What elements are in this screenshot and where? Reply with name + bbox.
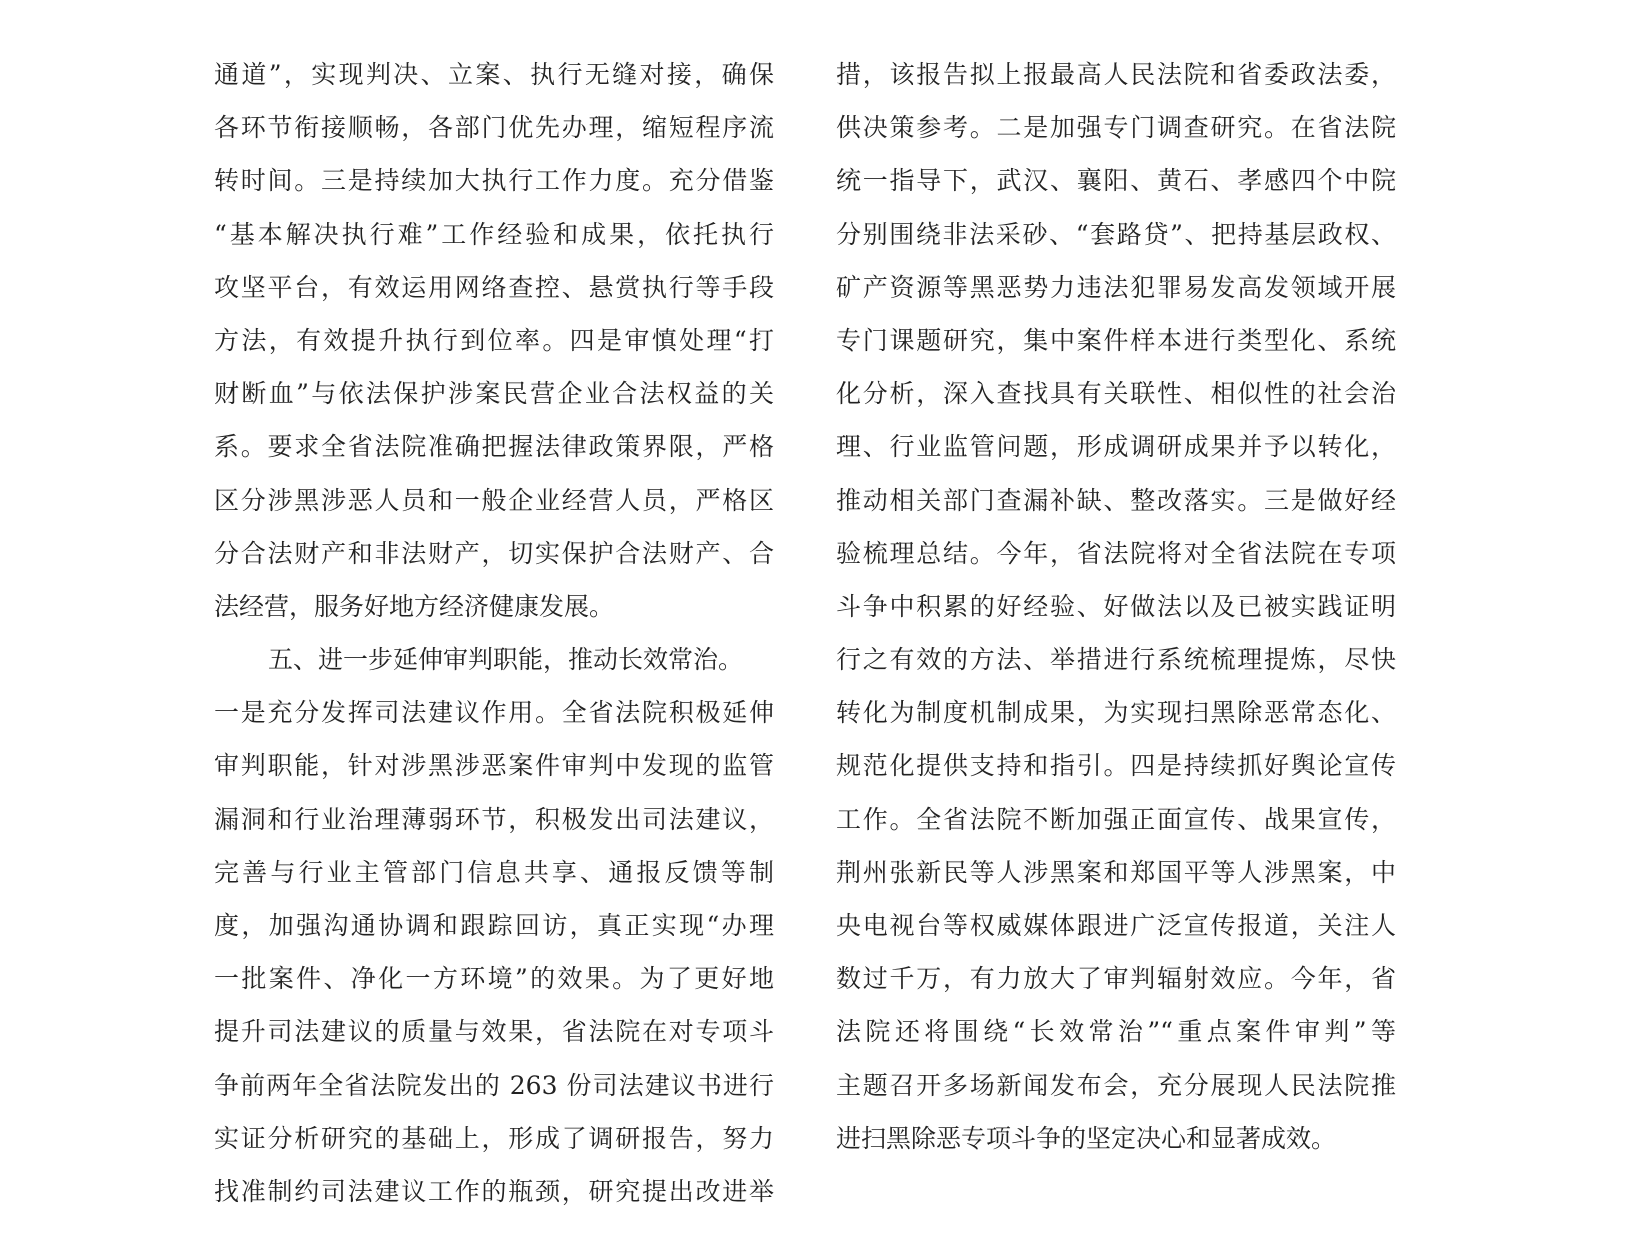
text-line: 完善与行业主管部门信息共享、通报反馈等制 xyxy=(214,857,774,887)
text-line: “基本解决执行难”工作经验和成果，依托执行 xyxy=(214,219,774,249)
text-line: 转时间。三是持续加大执行工作力度。充分借鉴 xyxy=(214,166,774,196)
text-line: 法经营，服务好地方经济健康发展。 xyxy=(214,591,615,621)
text-line: 提升司法建议的质量与效果，省法院在对专项斗 xyxy=(214,1017,774,1047)
text-line: 一是充分发挥司法建议作用。全省法院积极延伸 xyxy=(214,698,774,728)
text-line: 度，加强沟通协调和跟踪回访，真正实现“办理 xyxy=(214,911,774,940)
text-line: 攻坚平台，有效运用网络查控、悬赏执行等手段 xyxy=(214,272,774,302)
text-line: 五、进一步延伸审判职能，推动长效常治。 xyxy=(268,645,744,675)
text-line: 各环节衔接顺畅，各部门优先办理，缩短程序流 xyxy=(214,113,774,143)
text-line: 法院还将围绕“长效常治”“重点案件审判”等 xyxy=(836,1017,1396,1047)
text-line: 斗争中积累的好经验、好做法以及已被实践证明 xyxy=(836,591,1396,621)
text-line: 分合法财产和非法财产，切实保护合法财产、合 xyxy=(214,538,774,568)
text-line: 理、行业监管问题，形成调研成果并予以转化， xyxy=(836,432,1396,462)
right-text-column xyxy=(836,48,1396,1165)
text-line: 转化为制度机制成果，为实现扫黑除恶常态化、 xyxy=(836,698,1396,728)
text-line: 工作。全省法院不断加强正面宣传、战果宣传， xyxy=(836,804,1396,834)
text-line: 矿产资源等黑恶势力违法犯罪易发高发领域开展 xyxy=(836,272,1396,302)
text-line: 进扫黑除恶专项斗争的坚定决心和显著成效。 xyxy=(836,1123,1337,1153)
text-line: 推动相关部门查漏补缺、整改落实。三是做好经 xyxy=(836,485,1396,515)
text-line: 审判职能，针对涉黑涉恶案件审判中发现的监管 xyxy=(214,751,774,781)
left-text-column xyxy=(214,48,774,1218)
text-line: 分别围绕非法采砂、“套路贷”、把持基层政权、 xyxy=(836,219,1396,249)
text-line: 统一指导下，武汉、襄阳、黄石、孝感四个中院 xyxy=(836,166,1396,196)
text-line: 央电视台等权威媒体跟进广泛宣传报道，关注人 xyxy=(836,911,1396,940)
text-line: 供决策参考。二是加强专门调查研究。在省法院 xyxy=(836,113,1396,143)
text-line: 行之有效的方法、举措进行系统梳理提炼，尽快 xyxy=(836,645,1396,675)
text-line: 漏洞和行业治理薄弱环节，积极发出司法建议， xyxy=(214,804,774,834)
text-line: 方法，有效提升执行到位率。四是审慎处理“打 xyxy=(214,325,774,355)
text-line: 找准制约司法建议工作的瓶颈，研究提出改进举 xyxy=(214,1176,774,1206)
text-line: 专门课题研究，集中案件样本进行类型化、系统 xyxy=(836,325,1396,355)
text-line: 化分析，深入查找具有关联性、相似性的社会治 xyxy=(836,379,1396,409)
text-line: 争前两年全省法院发出的 263 份司法建议书进行 xyxy=(214,1070,774,1100)
text-line: 财断血”与依法保护涉案民营企业合法权益的关 xyxy=(214,379,774,409)
text-line: 措，该报告拟上报最高人民法院和省委政法委， xyxy=(836,60,1396,89)
text-line: 区分涉黑涉恶人员和一般企业经营人员，严格区 xyxy=(214,485,774,515)
text-line: 系。要求全省法院准确把握法律政策界限，严格 xyxy=(214,432,774,462)
text-line: 验梳理总结。今年，省法院将对全省法院在专项 xyxy=(836,538,1396,568)
text-line: 一批案件、净化一方环境”的效果。为了更好地 xyxy=(214,964,774,994)
text-line: 数过千万，有力放大了审判辐射效应。今年，省 xyxy=(836,964,1396,994)
text-line: 通道”，实现判决、立案、执行无缝对接，确保 xyxy=(214,60,774,89)
text-line: 荆州张新民等人涉黑案和郑国平等人涉黑案，中 xyxy=(836,857,1396,887)
text-line: 实证分析研究的基础上，形成了调研报告，努力 xyxy=(214,1123,774,1153)
text-line: 主题召开多场新闻发布会，充分展现人民法院推 xyxy=(836,1070,1396,1100)
text-line: 规范化提供支持和指引。四是持续抓好舆论宣传 xyxy=(836,751,1396,781)
